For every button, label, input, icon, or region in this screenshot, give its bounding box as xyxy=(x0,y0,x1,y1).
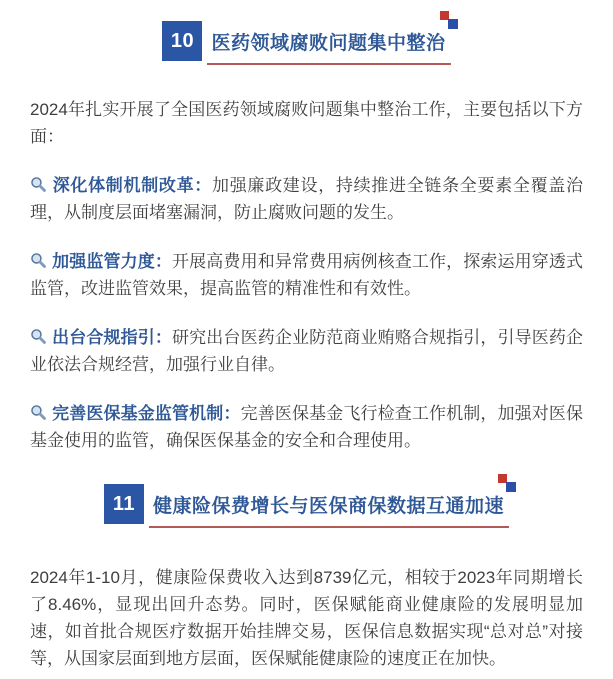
bullet-text: 开展高费用和异常费用病例核查工作，探索运用穿透式监管，改进监管效果，提高监管的精准性和有效性。 xyxy=(30,252,584,298)
bullet-lead: 加强监管力度： xyxy=(52,252,173,271)
magnifier-icon xyxy=(30,252,47,269)
blue-square-icon xyxy=(506,482,516,492)
bullet-lead: 出台合规指引： xyxy=(52,328,173,347)
bullet-lead: 完善医保基金监管机制： xyxy=(52,404,241,423)
bullet-item xyxy=(30,172,583,226)
intro-paragraph: 2024年扎实开展了全国医药领域腐败问题集中整治工作，主要包括以下方面： xyxy=(30,100,583,146)
bullet-item xyxy=(30,324,583,378)
bullet-item xyxy=(30,248,583,302)
article-page xyxy=(0,21,613,679)
section-number-badge: 10 xyxy=(162,21,202,61)
blue-square-icon xyxy=(448,19,458,29)
bullet-item xyxy=(30,400,583,454)
magnifier-icon xyxy=(30,176,47,193)
section-number-badge: 11 xyxy=(104,484,144,524)
bullet-text: 加强廉政建设，持续推进全链条全要素全覆盖治理，从制度层面堵塞漏洞，防止腐败问题的发生。 xyxy=(30,176,583,222)
corner-squares-decoration xyxy=(440,11,459,30)
section-title-box xyxy=(207,32,450,65)
magnifier-icon xyxy=(30,328,47,345)
section-header-10 xyxy=(30,21,583,61)
section-title: 医药领域腐败问题集中整治 xyxy=(211,33,446,54)
section11-paragraph: 2024年1-10月，健康险保费收入达到8739亿元，相较于2023年同期增长了8.46%，显现出回升态势。同时，医保赋能商业健康险的发展明显加速，如首批合规医疗数据开始挂牌交易，医保信息数据实现“总对总”对接等，从国家层面到地方层面，医保赋能健康险的速度正在加快。 xyxy=(30,568,583,668)
bullet-text: 完善医保基金飞行检查工作机制，加强对医保基金使用的监管，确保医保基金的安全和合理使用。 xyxy=(30,404,584,450)
bullet-text: 研究出台医药企业防范商业贿赂合规指引，引导医药企业依法合规经营，加强行业自律。 xyxy=(30,328,584,374)
section-header-11 xyxy=(30,484,583,524)
corner-squares-decoration xyxy=(498,474,517,493)
section-title: 健康险保费增长与医保商保数据互通加速 xyxy=(152,496,504,517)
magnifier-icon xyxy=(30,404,47,421)
section-title-box xyxy=(149,495,509,528)
bullet-lead: 深化体制机制改革： xyxy=(52,176,212,195)
